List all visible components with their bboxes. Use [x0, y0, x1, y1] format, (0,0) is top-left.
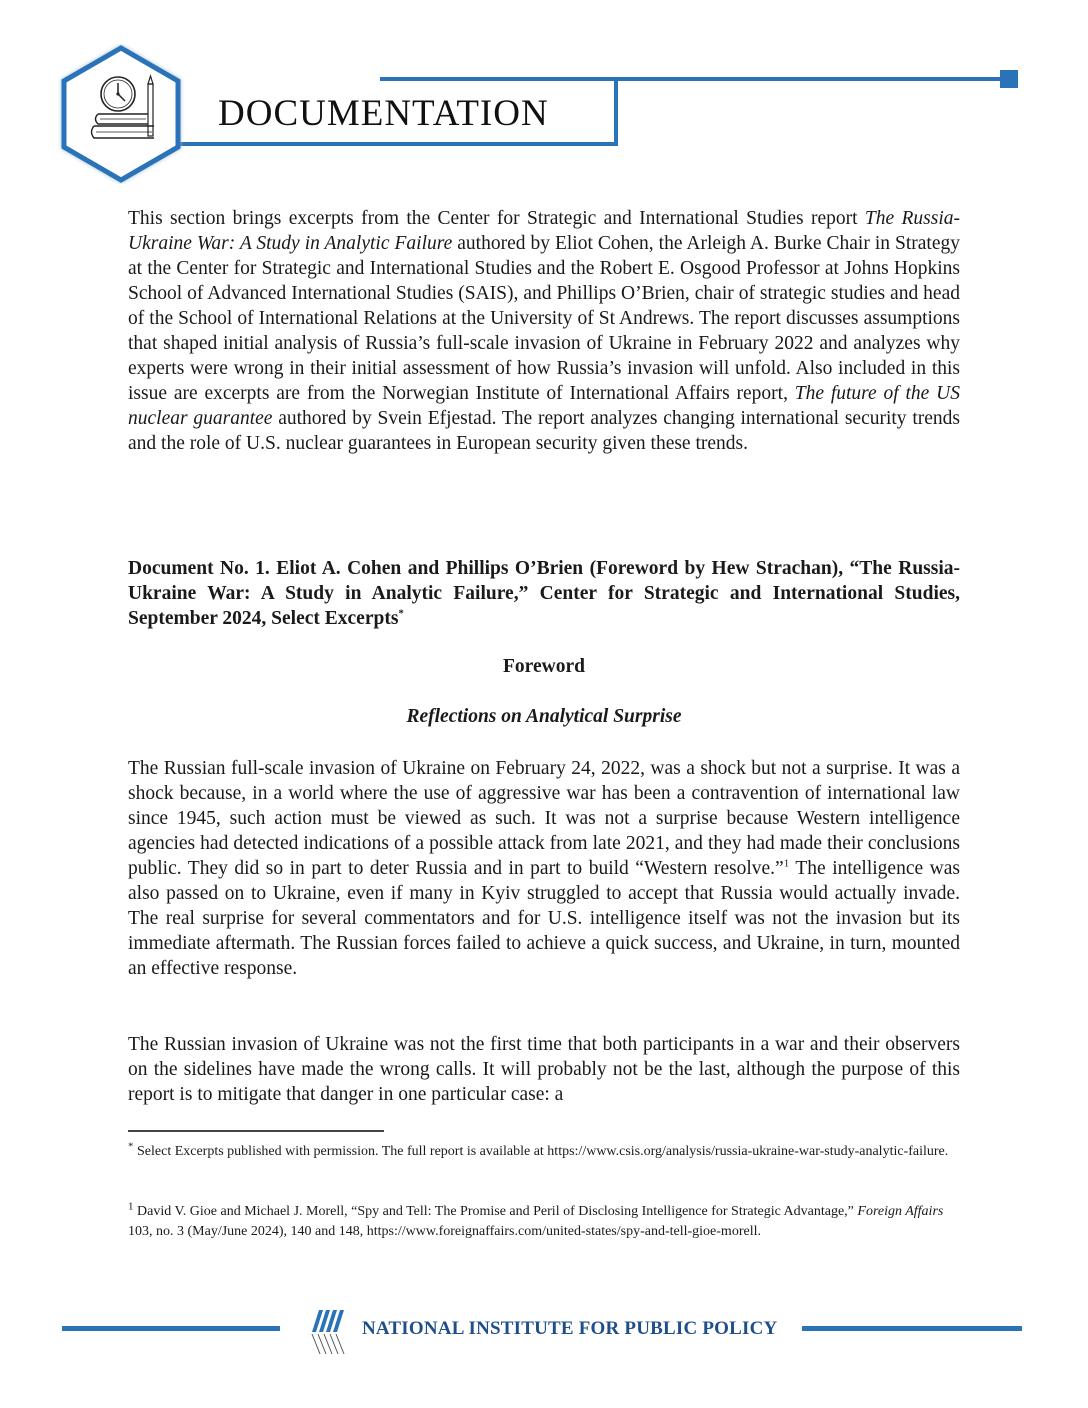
intro-text: This section brings excerpts from the Center for Strategic and International Studies report [128, 208, 865, 229]
footnote-ref[interactable]: 1 [783, 857, 790, 870]
body-paragraph-1 [128, 756, 960, 981]
footnote [128, 1202, 960, 1242]
footer-rule-left [62, 1326, 280, 1331]
nipp-logo-icon [302, 1306, 354, 1358]
footnote-journal: Foreign Affairs [857, 1204, 944, 1219]
report-title-1: The Russia-Ukraine War: A Study in Analytic Failure [128, 208, 960, 254]
footnote-text: 103, no. 3 (May/June 2024), 140 and 148, https://www.foreignaffairs.com/united-states/spy-and-tell-gioe-morell. [128, 1224, 761, 1239]
header-rule-top [380, 77, 1002, 81]
body-text: The Russian full-scale invasion of Ukraine on February 24, 2022, was a shock but not a surprise. It was a shock because, in a world where the use of aggressive war has been a contravention of international law since 1945, such action must be viewed as such. It was not a surprise because Western intelligence agencies had detected indications of a possible attack from late 2021, and they had made their conclusions public. They did so in part to deter Russia and in part to build “Western resolve.” [128, 758, 960, 879]
document-heading [128, 556, 960, 631]
document-heading-text: Document No. 1. Eliot A. Cohen and Phillips O’Brien (Foreword by Hew Strachan), “The Russia-Ukraine War: A Study in Analytic Failure,” Center for Strategic and International Studies, September 2024, Select Excerpts [128, 558, 960, 629]
footnote-divider [128, 1130, 384, 1132]
section-subtitle: Reflections on Analytical Surprise [406, 706, 682, 727]
body-paragraph-2 [128, 1032, 960, 1107]
header-rule-bottom [160, 142, 618, 146]
footnote-ref[interactable]: * [398, 607, 404, 620]
footnote-marker: 1 [128, 1200, 134, 1213]
body-text: The Russian invasion of Ukraine was not the first time that both participants in a war and their observers on the sidelines have made the wrong calls. It will probably not be the last, although the purpose of this report is to mitigate that danger in one particular case: a [128, 1034, 960, 1105]
intro-text: authored by Svein Efjestad. The report analyzes changing international security trends and the role of U.S. nuclear guarantees in European security given these trends. [128, 408, 960, 454]
footnote-text: David V. Gioe and Michael J. Morell, “Spy and Tell: The Promise and Peril of Disclosing Intelligence for Strategic Advantage,” [133, 1204, 858, 1219]
body-text: The intelligence was also passed on to Ukraine, even if many in Kyiv struggled to accept that Russia would actually invade. The real surprise for several commentators and for U.S. intelligence itself was not the invasion but its immediate aftermath. The Russian forces failed to achieve a quick success, and Ukraine, in turn, mounted an effective response. [128, 858, 960, 979]
intro-paragraph [128, 206, 960, 456]
report-title-2: The future of the US nuclear guarantee [128, 383, 960, 429]
section-label: Foreword [503, 656, 585, 677]
footer-rule-right [802, 1326, 1022, 1331]
footnote-text: Select Excerpts published with permission. The full report is available at https://www.csis.org/analysis/russia-ukraine-war-study-analytic-failure. [133, 1144, 949, 1159]
clock-books-pencil-icon [58, 44, 184, 184]
header-accent-square [1000, 70, 1018, 88]
header-rule-vertical [614, 80, 618, 146]
organization-name: NATIONAL INSTITUTE FOR PUBLIC POLICY [362, 1318, 778, 1339]
intro-text: authored by Eliot Cohen, the Arleigh A. Burke Chair in Strategy at the Center for Strategic and International Studies and the Robert E. Osgood Professor at Johns Hopkins School of Advanced International Studies (SAIS), and Phillips O’Brien, chair of strategic studies and head of the School of International Relations at the University of St Andrews. The report discusses assumptions that shaped initial analysis of Russia’s full-scale invasion of Ukraine in February 2022 and analyzes why experts were wrong in their initial assessment of how Russia’s invasion will unfold. Also included in this issue are excerpts are from the Norwegian Institute of International Affairs report, [128, 233, 960, 404]
section-title: DOCUMENTATION [218, 93, 549, 134]
footnote [128, 1142, 960, 1162]
footnote-marker: * [128, 1140, 134, 1153]
